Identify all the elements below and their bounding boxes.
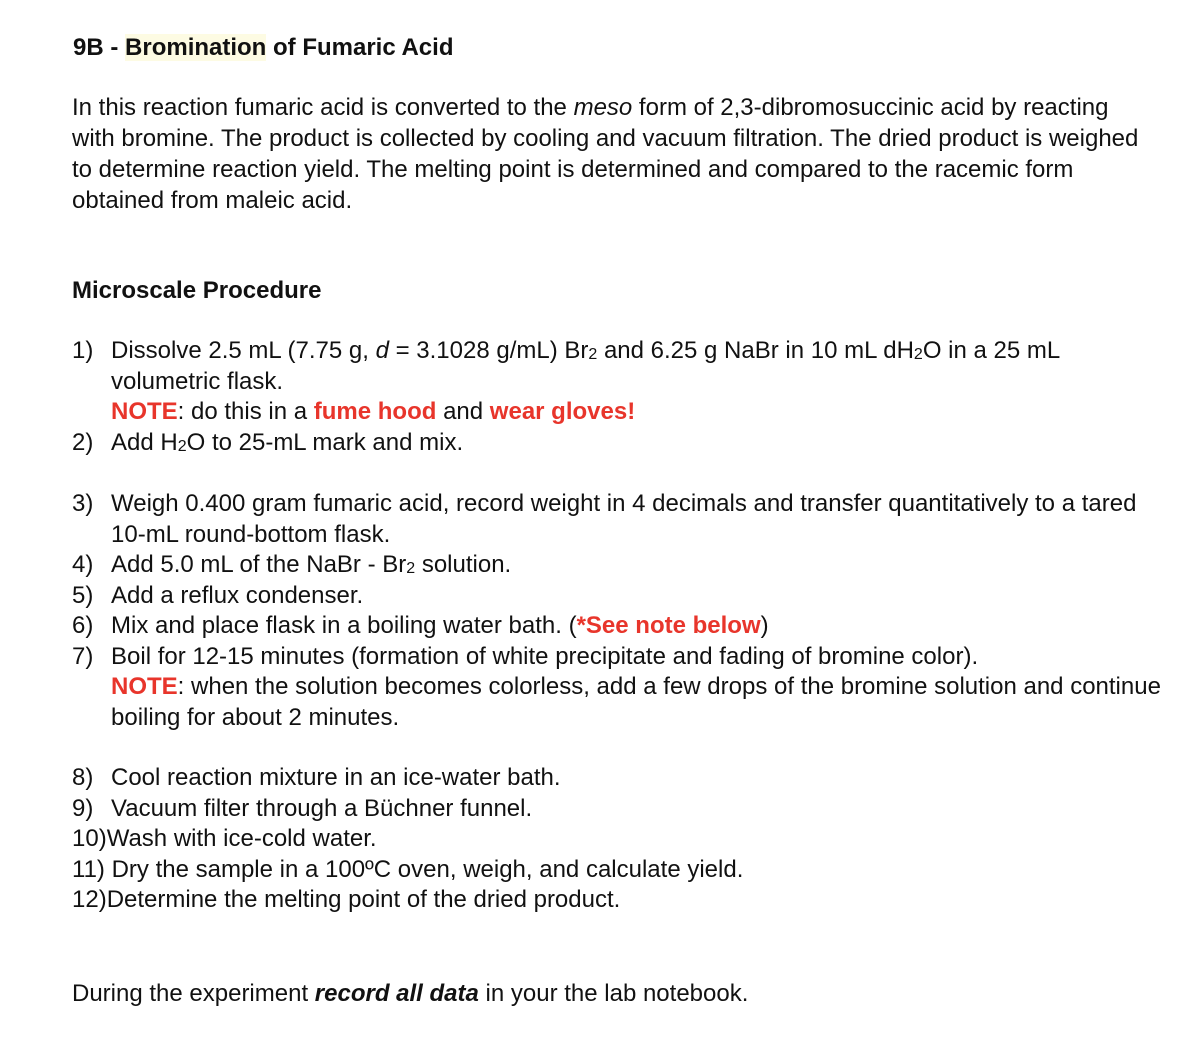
step-8: 8) Cool reaction mixture in an ice-water bath. [72, 764, 561, 791]
step-9: 9) Vacuum filter through a Büchner funnel. [72, 794, 533, 822]
step-12: 12) Determine the melting point of the dried product. [72, 886, 621, 913]
intro-paragraph: In this reaction fumaric acid is converted to the meso form of 2,3-dibromosuccinic acid by reacting with bromine. The product is collected by cooling and vacuum filtration. The dried product is weighed to determine reaction yield. The melting point is determined and compared to the racemic form obtained from maleic acid. [72, 94, 1139, 214]
step-7: 7) Boil for 12-15 minutes (formation of white precipitate and fading of bromine color). [72, 642, 979, 670]
procedure-heading: Microscale Procedure [72, 277, 322, 304]
meso-term: meso [573, 94, 633, 121]
boiling-note: NOTE: when the solution becomes colorless, add a few drops of the bromine solution and continue boiling for about 2 minutes. [111, 673, 1161, 731]
footer-note: During the experiment record all data in your the lab notebook. [72, 980, 749, 1007]
document-title: 9B - Bromination of Fumaric Acid [73, 34, 454, 61]
procedure-steps [72, 336, 1162, 916]
step-10: 10) Wash with ice-cold water. [72, 825, 377, 852]
step-4: 4) Add 5.0 mL of the NaBr - $Br_2$ solution. [72, 551, 512, 578]
step-3: 3) Weigh 0.400 gram fumaric acid, record weight in 4 decimals and transfer quantitatively to a tared 10-mL round-bottom flask. [72, 490, 1137, 548]
step-11: 11) Dry the sample in a 100ºC oven, weigh, and calculate yield. [72, 855, 744, 883]
title-highlight: Bromination [125, 34, 267, 61]
step-1: 1) Dissolve 2.5 mL (7.75 g, d = 3.1028 g/mL) $Br_2$ and 6.25 g NaBr in 10 mL $dH_2O$ in a 25 mL volumetric flask. [72, 337, 1060, 395]
step-2: 2) Add $H_2O$ to 25-mL mark and mix. [72, 428, 464, 456]
step-6: 6) Mix and place flask in a boiling water bath. (*See note below) [72, 612, 769, 639]
safety-note: NOTE: do this in a fume hood and wear gloves! [111, 398, 636, 425]
record-all-data-emphasis: record all data [314, 980, 479, 1007]
step-5: 5) Add a reflux condenser. [72, 581, 364, 609]
